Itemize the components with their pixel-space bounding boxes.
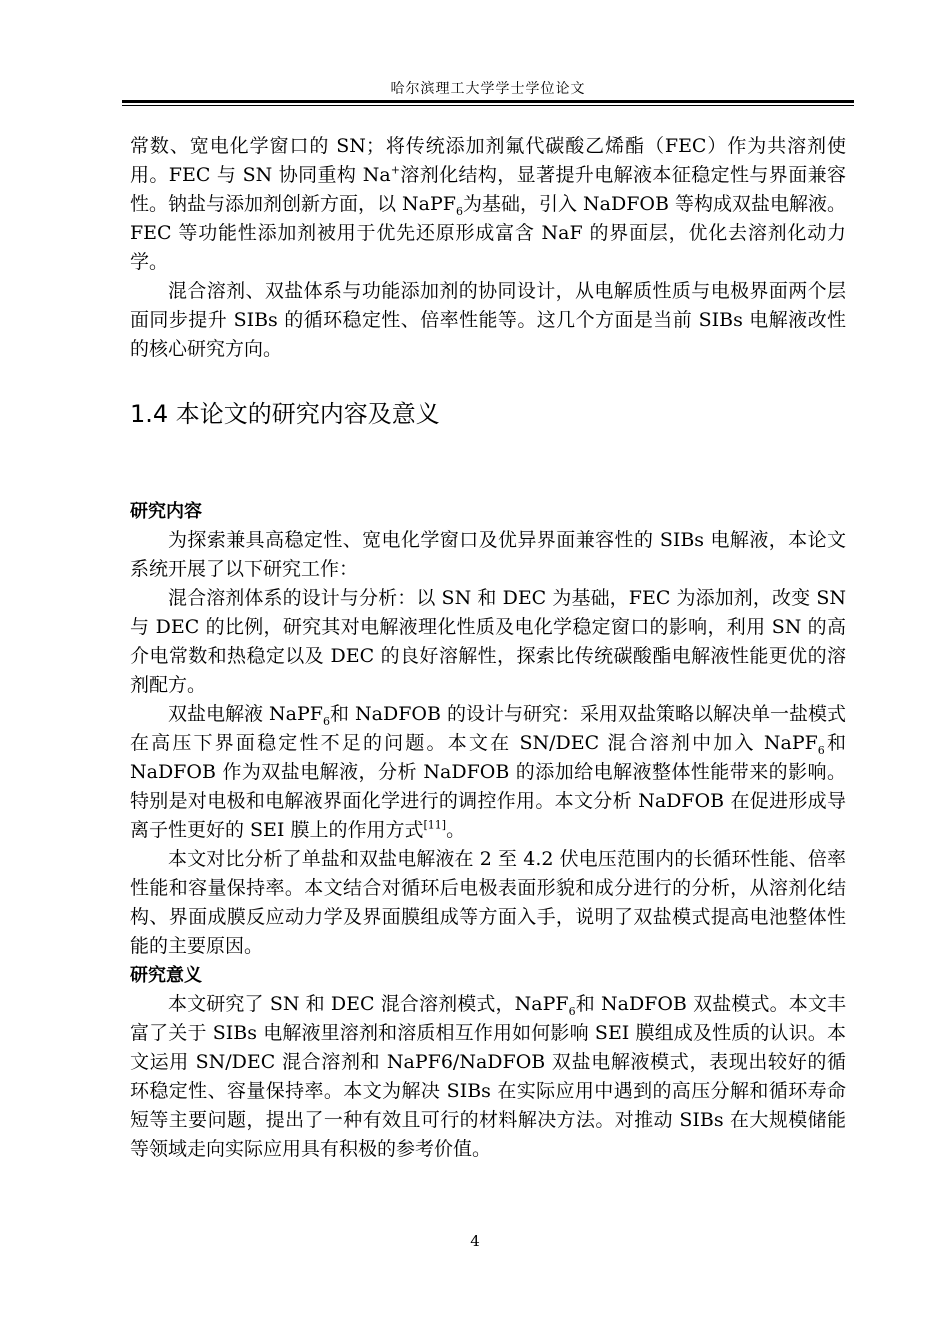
- paragraph-continued: 常数、宽电化学窗口的 SN；将传统添加剂氟代碳酸乙烯酯（FEC）作为共溶剂使用。FEC 与 SN 协同重构 Na+溶剂化结构，显著提升电解液本征稳定性与界面兼容性。钠盐与添加剂创新方面，以 NaPF$_6$为基础，引入 NaDFOB 等构成双盐电解液。FEC 等功能性添加剂被用于优先还原形成富含 NaF 的界面层，优化去溶剂化动力学。: [130, 135, 846, 273]
- subheading-research-significance: 研究意义: [130, 965, 202, 986]
- paragraph-comparison: 本文对比分析了单盐和双盐电解液在 2 至 4.2 伏电压范围内的长循环性能、倍率性能和容量保持率。本文结合对循环后电极表面形貌和成分进行的分析，从溶剂化结构、界面成膜反应动力学及界面膜组成等方面入手，说明了双盐模式提高电池整体性能的主要原因。: [130, 848, 846, 957]
- section-title: 1.4 本论文的研究内容及意义: [130, 400, 440, 428]
- running-header: 哈尔滨理工大学学士学位论文: [390, 81, 586, 97]
- paragraph-dual-salt: 双盐电解液 NaPF$_6$和 NaDFOB 的设计与研究：采用双盐策略以解决单一盐模式在高压下界面稳定性不足的问题。本文在 SN/DEC 混合溶剂中加入 NaPF$_6$和 NaDFOB 作为双盐电解液，分析 NaDFOB 的添加给电解液整体性能带来的影响。特别是对电极和电解液界面化学进行的调控作用。本文分析 NaDFOB 在促进形成导离子性更好的 SEI 膜上的作用方式[11]。: [130, 703, 846, 841]
- paragraph-summary: 混合溶剂、双盐体系与功能添加剂的协同设计，从电解质性质与电极界面两个层面同步提升 SIBs 的循环稳定性、倍率性能等。这几个方面是当前 SIBs 电解液改性的核心研究方向。: [130, 280, 846, 360]
- citation: [11]: [423, 818, 447, 832]
- paragraph-mixed-solvent: 混合溶剂体系的设计与分析：以 SN 和 DEC 为基础，FEC 为添加剂，改变 SN 与 DEC 的比例，研究其对电解液理化性质及电化学稳定窗口的影响，利用 SN 的高介电常数和热稳定以及 DEC 的良好溶解性，探索比传统碳酸酯电解液性能更优的溶剂配方。: [130, 587, 846, 696]
- paragraph-significance: 本文研究了 SN 和 DEC 混合溶剂模式，NaPF$_6$和 NaDFOB 双盐模式。本文丰富了关于 SIBs 电解液里溶剂和溶质相互作用如何影响 SEI 膜组成及性质的认识。本文运用 SN/DEC 混合溶剂和 NaPF6/NaDFOB 双盐电解液模式，表现出较好的循环稳定性、容量保持率。本文为解决 SIBs 在实际应用中遇到的高压分解和循环寿命短等主要问题，提出了一种有效且可行的材料解决方法。对推动 SIBs 在大规模储能等领域走向实际应用具有积极的参考价值。: [130, 993, 846, 1160]
- subheading-research-content: 研究内容: [130, 501, 202, 522]
- header-rule-thin: [122, 105, 854, 106]
- page-number: 4: [470, 1232, 480, 1250]
- header-rule-thick: [122, 100, 854, 103]
- paragraph-intro: 为探索兼具高稳定性、宽电化学窗口及优异界面兼容性的 SIBs 电解液，本论文系统开展了以下研究工作：: [130, 529, 846, 580]
- page-body: [130, 132, 846, 1164]
